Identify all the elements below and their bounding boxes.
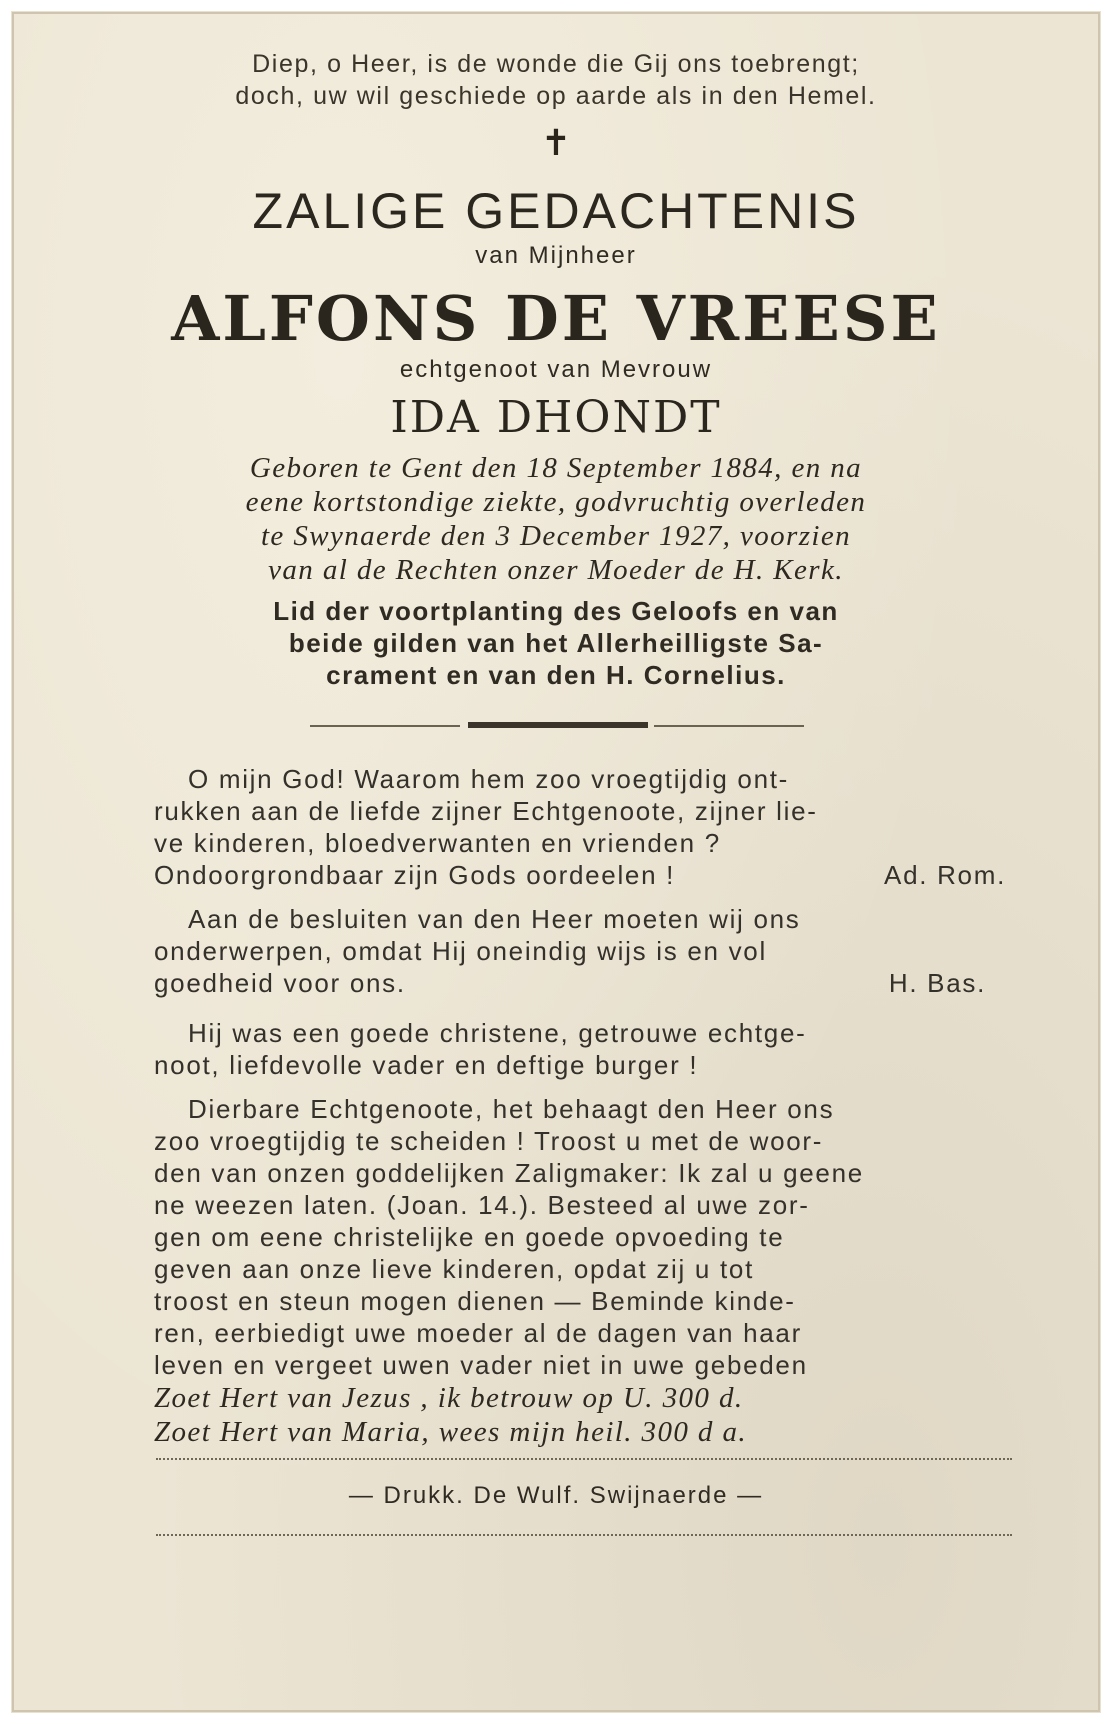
birth-death-line-4: van al de Rechten onzer Moeder de H. Kerk. (268, 554, 844, 586)
paragraph2-source: H. Bas. (888, 968, 986, 998)
paragraph4-line-8: ren, eerbiedigt uwe moeder al de dagen van haar (154, 1318, 802, 1348)
paragraph4-line-9: leven en vergeet uwen vader niet in uwe gebeden (154, 1350, 808, 1380)
membership-line-3: crament en van den H. Cornelius. (326, 660, 786, 690)
cross-icon: ✝ (540, 122, 572, 163)
membership-line-2: beide gilden van het Allerheilligste Sa- (288, 628, 824, 658)
paragraph2-line-2: onderwerpen, omdat Hij oneindig wijs is en vol (154, 936, 767, 966)
birth-death-line-2: eene kortstondige ziekte, godvruchtig overleden (245, 486, 867, 518)
epigraph-line-1: Diep, o Heer, is de wonde die Gij ons toebrengt; (252, 50, 860, 78)
paragraph4-line-6: geven aan onze lieve kinderen, opdat zij u tot (154, 1254, 755, 1284)
birth-death-line-1: Geboren te Gent den 18 September 1884, en na (249, 452, 863, 484)
prayer-line-1: Zoet Hert van Jezus , ik betrouw op U. 300 d. (154, 1382, 744, 1414)
memorial-card (12, 12, 1100, 1712)
paragraph1-line-2: rukken aan de liefde zijner Echtgenoote, zijner lie- (154, 796, 818, 826)
spouse-intro: echtgenoot van Mevrouw (399, 356, 713, 383)
paragraph4-line-1: Dierbare Echtgenoote, het behaagt den Heer ons (188, 1094, 835, 1124)
spouse-name: IDA DHONDT (390, 392, 722, 443)
paragraph4-line-3: den van onzen goddelijken Zaligmaker: Ik zal u geene (154, 1158, 864, 1188)
page-title: ZALIGE GEDACHTENIS (252, 183, 860, 239)
paragraph2-line-3 (154, 968, 1006, 999)
paragraph2-last: goedheid voor ons. (154, 968, 406, 998)
paragraph4-line-2: zoo vroegtijdig te scheiden ! Troost u met de woor- (154, 1126, 824, 1156)
paragraph1-line-1: O mijn God! Waarom hem zoo vroegtijdig ont- (188, 764, 790, 794)
divider-left (310, 725, 460, 727)
prayer-line-2: Zoet Hert van Maria, wees mijn heil. 300 d a. (154, 1416, 748, 1448)
paragraph1-source: Ad. Rom. (884, 860, 1006, 890)
dotted-rule-bottom (156, 1534, 1012, 1536)
membership-line-1: Lid der voortplanting des Geloofs en van (273, 596, 839, 626)
paragraph1-line-3: ve kinderen, bloedverwanten en vrienden ? (154, 828, 721, 858)
paragraph3-line-1: Hij was een goede christene, getrouwe echtge- (188, 1018, 807, 1048)
paragraph4-line-7: troost en steun mogen dienen — Beminde kinde- (154, 1286, 796, 1316)
printer-line: — Drukk. De Wulf. Swijnaerde — (348, 1482, 764, 1509)
paragraph4-line-5: gen om eene christelijke en goede opvoeding te (154, 1222, 785, 1252)
deceased-name: ALFONS DE VREESE (171, 282, 941, 355)
birth-death-line-3: te Swynaerde den 3 December 1927, voorzien (260, 520, 852, 552)
paragraph1-line-4 (154, 860, 1006, 891)
paragraph3-line-2: noot, liefdevolle vader en deftige burger ! (154, 1050, 699, 1080)
paragraph2-line-1: Aan de besluiten van den Heer moeten wij ons (188, 904, 801, 934)
paragraph4-line-4: ne weezen laten. (Joan. 14.). Besteed al uwe zor- (154, 1190, 810, 1220)
epigraph-line-2: doch, uw wil geschiede op aarde als in den Hemel. (235, 82, 877, 110)
van-line: van Mijnheer (475, 242, 637, 269)
divider-right (654, 725, 804, 727)
divider-center (468, 722, 648, 728)
paragraph1-last: Ondoorgrondbaar zijn Gods oordeelen ! (154, 860, 676, 890)
dotted-rule-top (156, 1458, 1012, 1460)
